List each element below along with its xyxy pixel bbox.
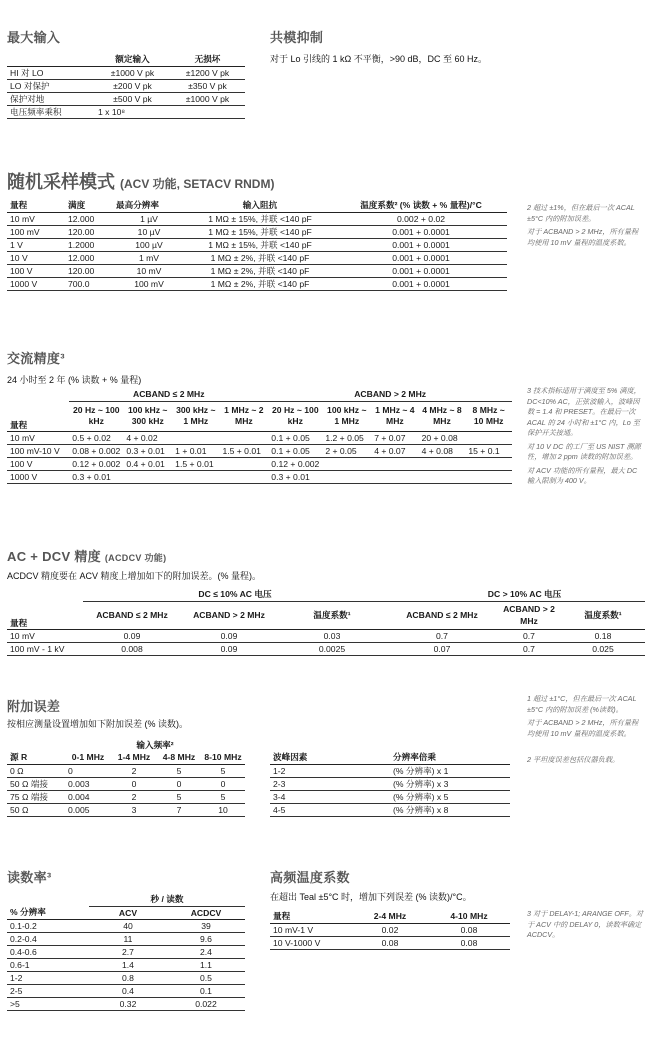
reading-rate-table: 秒 / 读数 % 分辨率 ACV ACDCV 0.1-0.2 40 39 0.2-0.4 11 9.6 0.4-0.6 2.7 2.4 0.6-1 1.4 1.1 1-2 0.8 0.5 2-5 0.4 0.1 >5 0.32 0.022 <box>7 893 245 1011</box>
table-row: 10 mV 0.5 + 0.02 4 + 0.02 0.1 + 0.05 1.2 + 0.05 7 + 0.07 20 + 0.08 <box>7 431 512 444</box>
hf-temp-subtitle: 在超出 Teal ±5°C 时，增加下列误差 (% 读数)/°C。 <box>270 892 472 902</box>
hf-temp-title: 高频温度系数 <box>270 870 350 885</box>
table-row: 10 mV 12.000 1 µV 1 MΩ ± 15%, 并联 <140 pF 0.002 + 0.02 <box>7 212 507 225</box>
group-header: ACBAND ≤ 2 MHz <box>69 388 268 401</box>
table-row: HI 对 LO ±1000 V pk ±1200 V pk <box>7 66 245 79</box>
table-row: 保护对地 ±500 V pk ±1000 V pk <box>7 92 245 105</box>
table-row: 50 Ω 端接 0.003 0 0 0 <box>7 777 245 790</box>
table-row: 1000 V 0.3 + 0.01 0.3 + 0.01 <box>7 470 512 483</box>
table-row: 100 mV 120.00 10 µV 1 MΩ ± 15%, 并联 <140 pF 0.001 + 0.0001 <box>7 225 507 238</box>
ac-accuracy-table: ACBAND ≤ 2 MHz ACBAND > 2 MHz 量程 20 Hz ~ 100 kHz 100 kHz ~ 300 kHz 300 kHz ~ 1 MHz 1 MHz ~ 2 MHz 20 Hz ~ 100 kHz 100 kHz ~ 1 MHz 1 MHz ~ 4 MHz 4 MHz ~ 8 MHz 8 MHz ~ 10 MHz 10 mV 0.5 + 0.02 4 + 0.02 0.1 + 0.05 1.2 + 0.05 7 + 0.07 20 + 0.08 100 mV-10 V 0.08 + 0.002 0.3 + 0.01 1 + 0.01 1.5 + 0.01 0.1 + 0.05 2 + 0.05 4 + 0.07 4 + 0.08 15 + 0.1 100 V 0.12 + 0.002 0.4 + 0.01 1.5 + 0.01 0.12 + 0.002 1000 V 0.3 + 0.01 0.3 + 0.01 <box>7 388 512 484</box>
table-row: 1 V 1.2000 100 µV 1 MΩ ± 15%, 并联 <140 pF 0.001 + 0.0001 <box>7 238 507 251</box>
random-table: 量程 满度 最高分辨率 输入阻抗 温度系数² (% 读数 + % 量程)/°C 10 mV 12.000 1 µV 1 MΩ ± 15%, 并联 <140 pF 0.002 + 0.02 100 mV 120.00 10 µV 1 MΩ ± 15%, 并联 <140 pF 0.001 + 0.0001 1 V 1.2000 100 µV 1 MΩ ± 15%, 并联 <140 pF 0.001 + 0.0001 10 V 12.000 1 mV 1 MΩ ± 2%, 并联 <140 pF 0.001 + 0.0001 100 V 120.00 10 mV 1 MΩ ± 2%, 并联 <140 pF 0.001 + 0.0001 1000 V 700.0 100 mV 1 MΩ ± 2%, 并联 <140 pF 0.001 + 0.0001 <box>7 199 507 291</box>
table-row: 10 V-1000 V 0.08 0.08 <box>270 936 510 949</box>
col-header: 无损坏 <box>170 53 245 66</box>
table-row: 75 Ω 端接 0.004 2 5 5 <box>7 790 245 803</box>
table-row: 0.4-0.6 2.7 2.4 <box>7 945 245 958</box>
max-input-title: 最大输入 <box>7 30 61 45</box>
table-row: 10 V 12.000 1 mV 1 MΩ ± 2%, 并联 <140 pF 0.001 + 0.0001 <box>7 251 507 264</box>
table-row: 1000 V 700.0 100 mV 1 MΩ ± 2%, 并联 <140 pF 0.001 + 0.0001 <box>7 277 507 290</box>
table-row: 100 mV-10 V 0.08 + 0.002 0.3 + 0.01 1 + 0.01 1.5 + 0.01 0.1 + 0.05 2 + 0.05 4 + 0.07 4 + 0.08 15 + 0.1 <box>7 444 512 457</box>
group-header: DC ≤ 10% AC 电压 <box>83 588 387 601</box>
group-header: ACBAND > 2 MHz <box>268 388 512 401</box>
table-row: 0.2-0.4 11 9.6 <box>7 932 245 945</box>
col-header <box>7 53 95 66</box>
table-row: 0.1-0.2 40 39 <box>7 919 245 932</box>
acdcv-subtitle: ACDCV 精度要在 ACV 精度上增加如下的附加误差。(% 量程)。 <box>7 571 262 581</box>
hf-temp-table: 量程 2-4 MHz 4-10 MHz 10 mV-1 V 0.02 0.08 10 V-1000 V 0.08 0.08 <box>270 910 510 950</box>
table-row: 电压频率乘积 1 x 10⁸ <box>7 105 245 118</box>
cmr-title: 共模抑制 <box>270 30 324 45</box>
table-row: 100 V 0.12 + 0.002 0.4 + 0.01 1.5 + 0.01 0.12 + 0.002 <box>7 457 512 470</box>
table-row: 1-2 (% 分辨率) x 1 <box>270 764 510 777</box>
hf-temp-notes: 3 对于 DELAY-1; ARANGE OFF。对于 ACV 中的 DELAY 0，读数率确定 ACDCV。 <box>527 909 644 939</box>
group-header: 秒 / 读数 <box>89 893 245 906</box>
table-row: 100 V 120.00 10 mV 1 MΩ ± 2%, 并联 <140 pF 0.001 + 0.0001 <box>7 264 507 277</box>
table-row: 10 mV-1 V 0.02 0.08 <box>270 923 510 936</box>
col-header: 额定输入 <box>95 53 170 66</box>
ac-accuracy-notes: 3 技术指标适用于满度至 5% 满度，DC<10% AC，正弦波输入，波峰因数 = 1.4 和 PRESET。在最后一次 ACAL 的 24 小时和 ±1°C 内，Lo 至保护开关接通。 对 10 V DC 的工厂至 US NIST 溯源性，增加 2 ppm 读数的附加误差。 对 ACV 功能的所有量程，最大 DC 输入限制为 400 V。 <box>527 386 641 485</box>
additional-notes: 1 超过 ±1°C，但在最后一次 ACAL ±5°C 内的附加误差 (%读数)。 对于 ACBAND > 2 MHz，所有量程均使用 10 mV 量程的温度系数。 2 平坦度误差包括仪器负载。 <box>527 694 639 764</box>
ac-accuracy-title: 交流精度³ <box>7 351 65 366</box>
ac-accuracy-subtitle: 24 小时至 2 年 (% 读数 + % 量程) <box>7 375 142 385</box>
acdcv-table: DC ≤ 10% AC 电压 DC > 10% AC 电压 量程 ACBAND ≤ 2 MHz ACBAND > 2 MHz 温度系数¹ ACBAND ≤ 2 MHz ACBAND > 2 MHz 温度系数¹ 10 mV 0.09 0.09 0.03 0.7 0.7 0.18 100 mV - 1 kV 0.008 0.09 0.0025 0.07 0.7 0.025 <box>7 588 645 656</box>
table-row: 10 mV 0.09 0.09 0.03 0.7 0.7 0.18 <box>7 629 645 642</box>
group-header: DC > 10% AC 电压 <box>387 588 645 601</box>
table-row: 2-3 (% 分辨率) x 3 <box>270 777 510 790</box>
random-notes: 2 超过 ±1%，但在最后一次 ACAL ±5°C 内的附加误差。 对于 ACBAND > 2 MHz，所有量程均使用 10 mV 量程的温度系数。 <box>527 203 639 247</box>
additional-subtitle: 按相应测量设置增加如下附加误差 (% 读数)。 <box>7 719 188 729</box>
acdcv-title: AC + DCV 精度 (ACDCV 功能) <box>7 549 167 564</box>
table-row: 0 Ω 0 2 5 5 <box>7 764 245 777</box>
table-row: 4-5 (% 分辨率) x 8 <box>270 803 510 816</box>
additional-left-table: 输入频率² 源 R 0-1 MHz 1-4 MHz 4-8 MHz 8-10 MHz 0 Ω 0 2 5 5 50 Ω 端接 0.003 0 0 0 75 Ω 端接 0.004 2 5 5 50 Ω 0.005 3 7 10 <box>7 738 245 817</box>
random-title: 随机采样模式 (ACV 功能, SETACV RNDM) <box>7 172 275 192</box>
reading-rate-title: 读数率³ <box>7 870 52 885</box>
table-row: 3-4 (% 分辨率) x 5 <box>270 790 510 803</box>
table-row: 0.6-1 1.4 1.1 <box>7 958 245 971</box>
table-row: 100 mV - 1 kV 0.008 0.09 0.0025 0.07 0.7 0.025 <box>7 642 645 655</box>
cmr-text: 对于 Lo 引线的 1 kΩ 不平衡，>90 dB，DC 至 60 Hz。 <box>270 54 488 64</box>
table-row: 1-2 0.8 0.5 <box>7 971 245 984</box>
additional-right-table: 波峰因素 分辨率倍乘 1-2 (% 分辨率) x 1 2-3 (% 分辨率) x 3 3-4 (% 分辨率) x 5 4-5 (% 分辨率) x 8 <box>270 751 510 817</box>
table-row: 50 Ω 0.005 3 7 10 <box>7 803 245 816</box>
max-input-table <box>7 53 245 119</box>
table-row: 2-5 0.4 0.1 <box>7 984 245 997</box>
table-row: >5 0.32 0.022 <box>7 997 245 1010</box>
group-header: 输入频率² <box>136 739 174 750</box>
table-row: LO 对保护 ±200 V pk ±350 V pk <box>7 79 245 92</box>
additional-title: 附加误差 <box>7 699 61 714</box>
